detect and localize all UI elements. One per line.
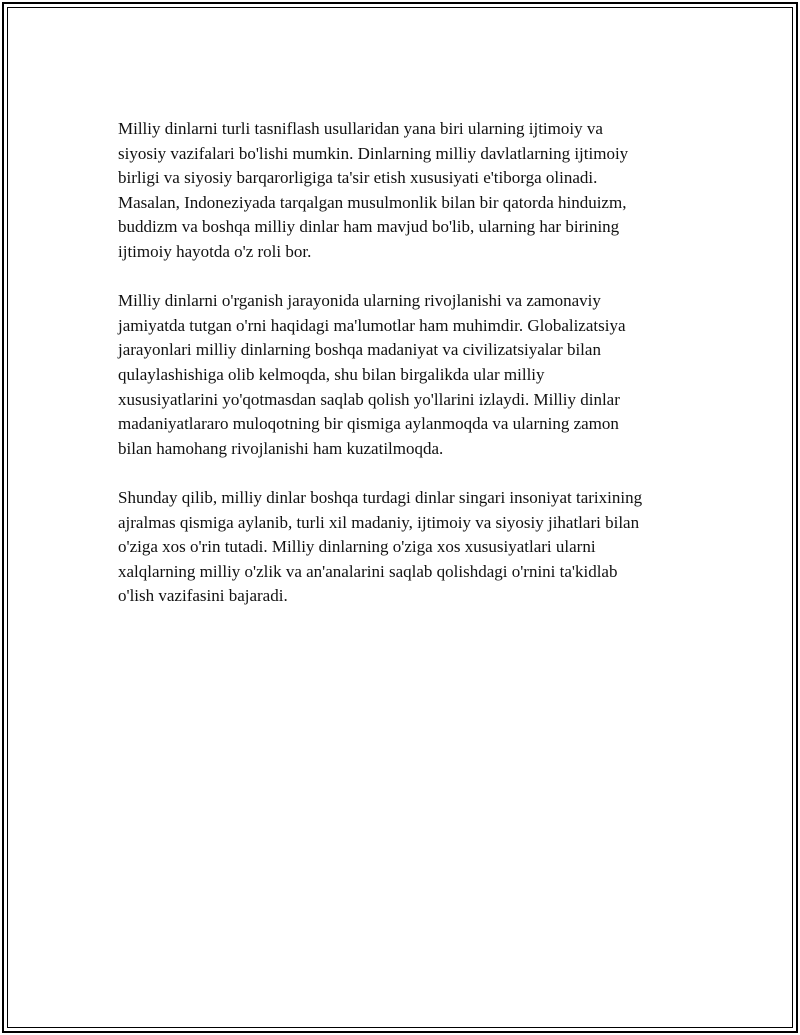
paragraph-3: Shunday qilib, milliy dinlar boshqa turdagi dinlar singari insoniyat tarixining ajralmas qismiga aylanib, turli xil madaniy, ijtimoiy va siyosiy jihatlari bilan o'ziga xos o'rin tutadi. Milliy dinlarning o'ziga xos xususiyatlari ularni xalqlarning milliy o'zlik va an'analarini saqlab qolishdagi o'rnini ta'kidlab o'lish vazifasini bajaradi. <box>118 487 643 606</box>
document-body <box>118 117 708 633</box>
paragraph-2: Milliy dinlarni o'rganish jarayonida ularning rivojlanishi va zamonaviy jamiyatda tutgan o'rni haqidagi ma'lumotlar ham muhimdir. Globalizatsiya jarayonlari milliy dinlarning boshqa madaniyat va civilizatsiyalar bilan qulaylashishiga olib kelmoqda, shu bilan birgalikda ular milliy xususiyatlarini yo'qotmasdan saqlab qolish yo'llarini izlaydi. Milliy dinlar madaniyatlararo muloqotning bir qismiga aylanmoqda va ularning zamon bilan hamohang rivojlanishi ham kuzatilmoqda. <box>118 291 626 458</box>
paragraph-1: Milliy dinlarni turli tasniflash usullaridan yana biri ularning ijtimoiy va siyosiy vazifalari bo'lishi mumkin. Dinlarning milliy davlatlarning ijtimoiy birligi va siyosiy barqarorligiga ta'sir etish xususiyati e'tiborga olinadi. Masalan, Indoneziyada tarqalgan musulmonlik bilan bir qatorda hinduizm, buddizm va boshqa milliy dinlar ham mavjud bo'lib, ularning har birining ijtimoiy hayotda o'z roli bor. <box>118 119 629 261</box>
